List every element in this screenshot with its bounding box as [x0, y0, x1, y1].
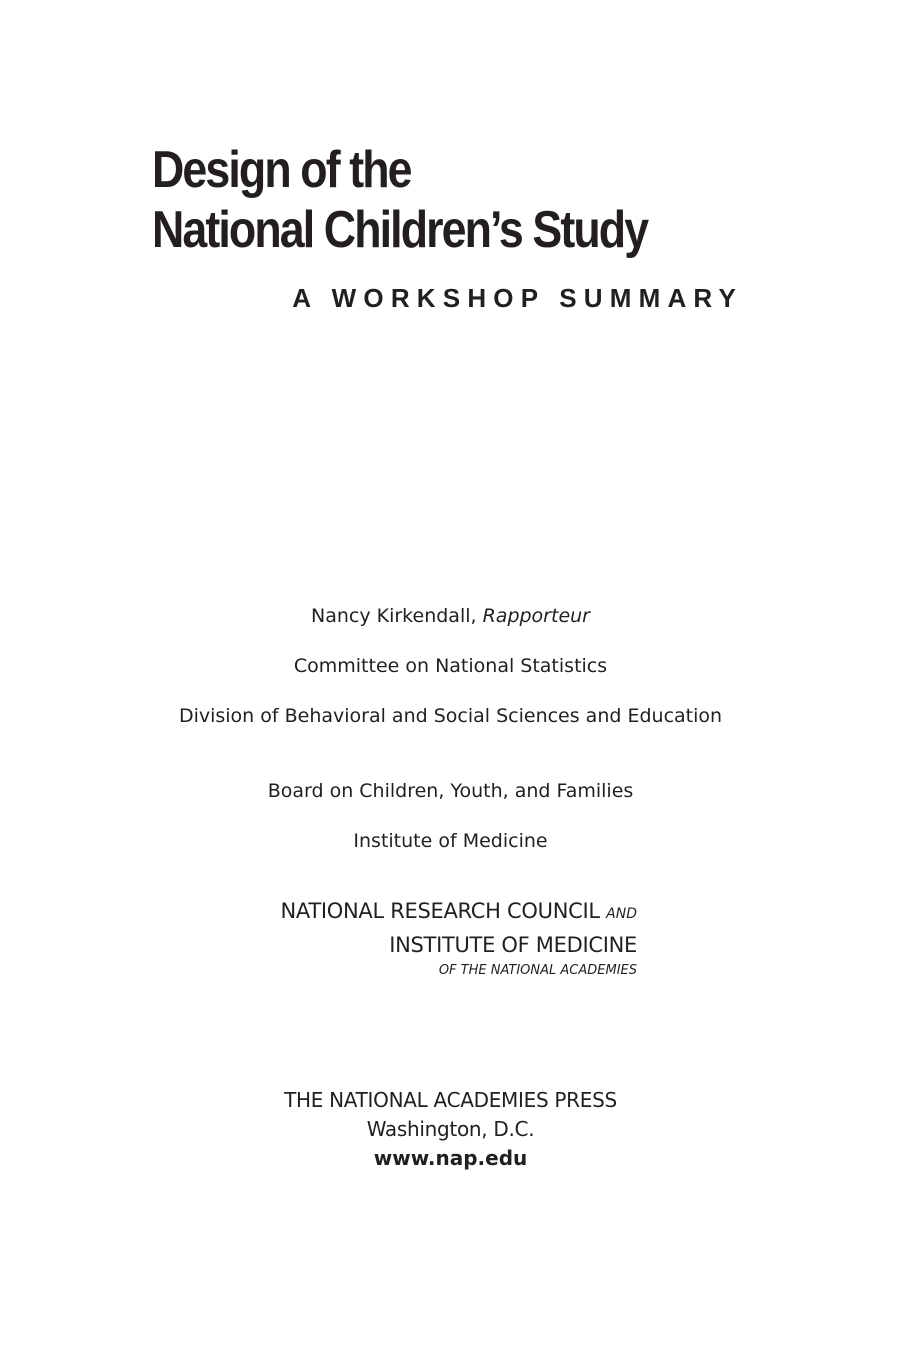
institution-and: AND	[606, 906, 637, 922]
book-subtitle: A WORKSHOP SUMMARY	[292, 283, 743, 313]
publisher-name: THE NATIONAL ACADEMIES PRESS	[284, 1088, 617, 1112]
rapporteur-credit	[0, 604, 901, 628]
institution-block	[280, 896, 637, 981]
board-name: Board on Children, Youth, and Families	[267, 780, 634, 802]
division-name: Division of Behavioral and Social Sciences and Education	[178, 705, 723, 727]
nrc-name: NATIONAL RESEARCH COUNCIL	[280, 899, 600, 923]
title-line-1: Design of the	[152, 141, 411, 199]
rapporteur-role: Rapporteur	[482, 605, 590, 627]
institution-line-3: OF THE NATIONAL ACADEMIES	[438, 963, 637, 978]
publisher-url: www.nap.edu	[373, 1146, 528, 1170]
institution-line-2: INSTITUTE OF MEDICINE	[389, 933, 637, 957]
publisher-block	[0, 1086, 901, 1173]
title-line-2: National Children’s Study	[152, 201, 648, 259]
publisher-city: Washington, D.C.	[366, 1117, 535, 1141]
rapporteur-name: Nancy Kirkendall,	[311, 605, 477, 627]
book-title	[152, 140, 752, 260]
institute-name: Institute of Medicine	[353, 830, 548, 852]
institution-line-1	[280, 896, 637, 930]
committee-name: Committee on National Statistics	[293, 655, 608, 677]
